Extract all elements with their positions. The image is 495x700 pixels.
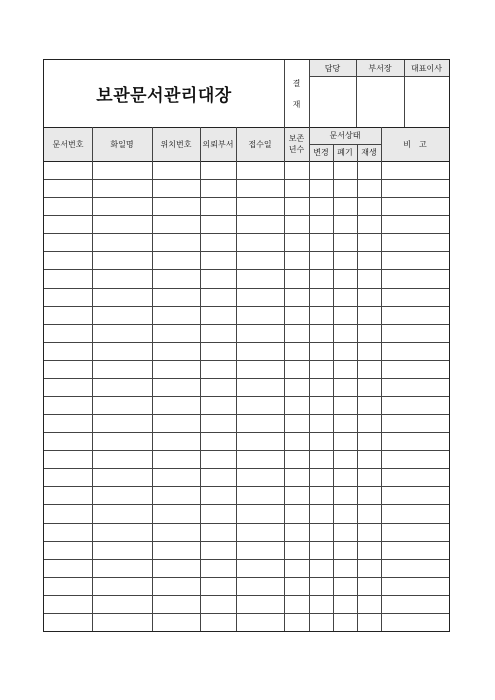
table-row-line bbox=[44, 541, 449, 542]
column-divider bbox=[200, 127, 201, 631]
ledger-grid bbox=[44, 60, 449, 631]
approval-header-manager: 담당 bbox=[309, 60, 356, 76]
table-row-line bbox=[44, 306, 449, 307]
table-row-line bbox=[44, 342, 449, 343]
ledger-sheet bbox=[43, 59, 450, 632]
header-location-no: 위치번호 bbox=[160, 139, 192, 149]
header-doc-status: 문서상태 bbox=[329, 131, 361, 140]
table-row-line bbox=[44, 559, 449, 560]
table-row-line bbox=[44, 269, 449, 270]
approval-label-divider bbox=[309, 60, 310, 127]
table-top-line bbox=[44, 127, 449, 128]
table-row-line bbox=[44, 251, 449, 252]
table-row-line bbox=[44, 360, 449, 361]
approval-header-line bbox=[309, 76, 449, 77]
table-row-line bbox=[44, 577, 449, 578]
header-remarks: 비 고 bbox=[403, 139, 427, 149]
header-requesting-dept: 의뢰부서 bbox=[202, 139, 234, 149]
table-row-line bbox=[44, 414, 449, 415]
table-row-line bbox=[44, 215, 449, 216]
status-subheader-line bbox=[309, 144, 381, 145]
header-status-disposal: 폐기 bbox=[337, 148, 353, 157]
table-row-line bbox=[44, 396, 449, 397]
column-divider bbox=[236, 127, 237, 631]
header-retention-top: 보존 bbox=[288, 134, 305, 143]
column-divider bbox=[152, 127, 153, 631]
table-row-line bbox=[44, 468, 449, 469]
table-row-line bbox=[44, 197, 449, 198]
table-row-line bbox=[44, 288, 449, 289]
table-row-line bbox=[44, 504, 449, 505]
table-row-line bbox=[44, 432, 449, 433]
page-title: 보관문서관리대장 bbox=[96, 86, 232, 106]
table-row-line bbox=[44, 486, 449, 487]
table-row-line bbox=[44, 523, 449, 524]
table-row-line bbox=[44, 378, 449, 379]
approval-col-divider bbox=[404, 60, 405, 127]
column-divider bbox=[92, 127, 93, 631]
column-divider bbox=[284, 127, 285, 631]
table-row-line bbox=[44, 324, 449, 325]
header-status-change: 변경 bbox=[313, 148, 329, 157]
approval-label-top: 결 bbox=[292, 78, 301, 88]
title-approval-divider bbox=[284, 60, 285, 127]
header-bottom-line bbox=[44, 161, 449, 162]
header-receipt-date: 접수일 bbox=[248, 139, 272, 149]
table-row-line bbox=[44, 595, 449, 596]
header-retention-bottom: 년수 bbox=[288, 145, 305, 154]
approval-header-dept-head: 부서장 bbox=[356, 60, 404, 76]
table-row-line bbox=[44, 233, 449, 234]
header-status-reissue: 재생 bbox=[361, 148, 377, 157]
column-divider bbox=[381, 127, 382, 631]
approval-label-bottom: 재 bbox=[292, 99, 301, 109]
table-row-line bbox=[44, 450, 449, 451]
table-row-line bbox=[44, 613, 449, 614]
header-doc-no: 문서번호 bbox=[52, 139, 84, 149]
header-file-name: 화일명 bbox=[110, 139, 134, 149]
column-divider bbox=[309, 127, 310, 631]
approval-header-ceo: 대표이사 bbox=[404, 60, 449, 76]
approval-col-divider bbox=[356, 60, 357, 127]
table-row-line bbox=[44, 179, 449, 180]
